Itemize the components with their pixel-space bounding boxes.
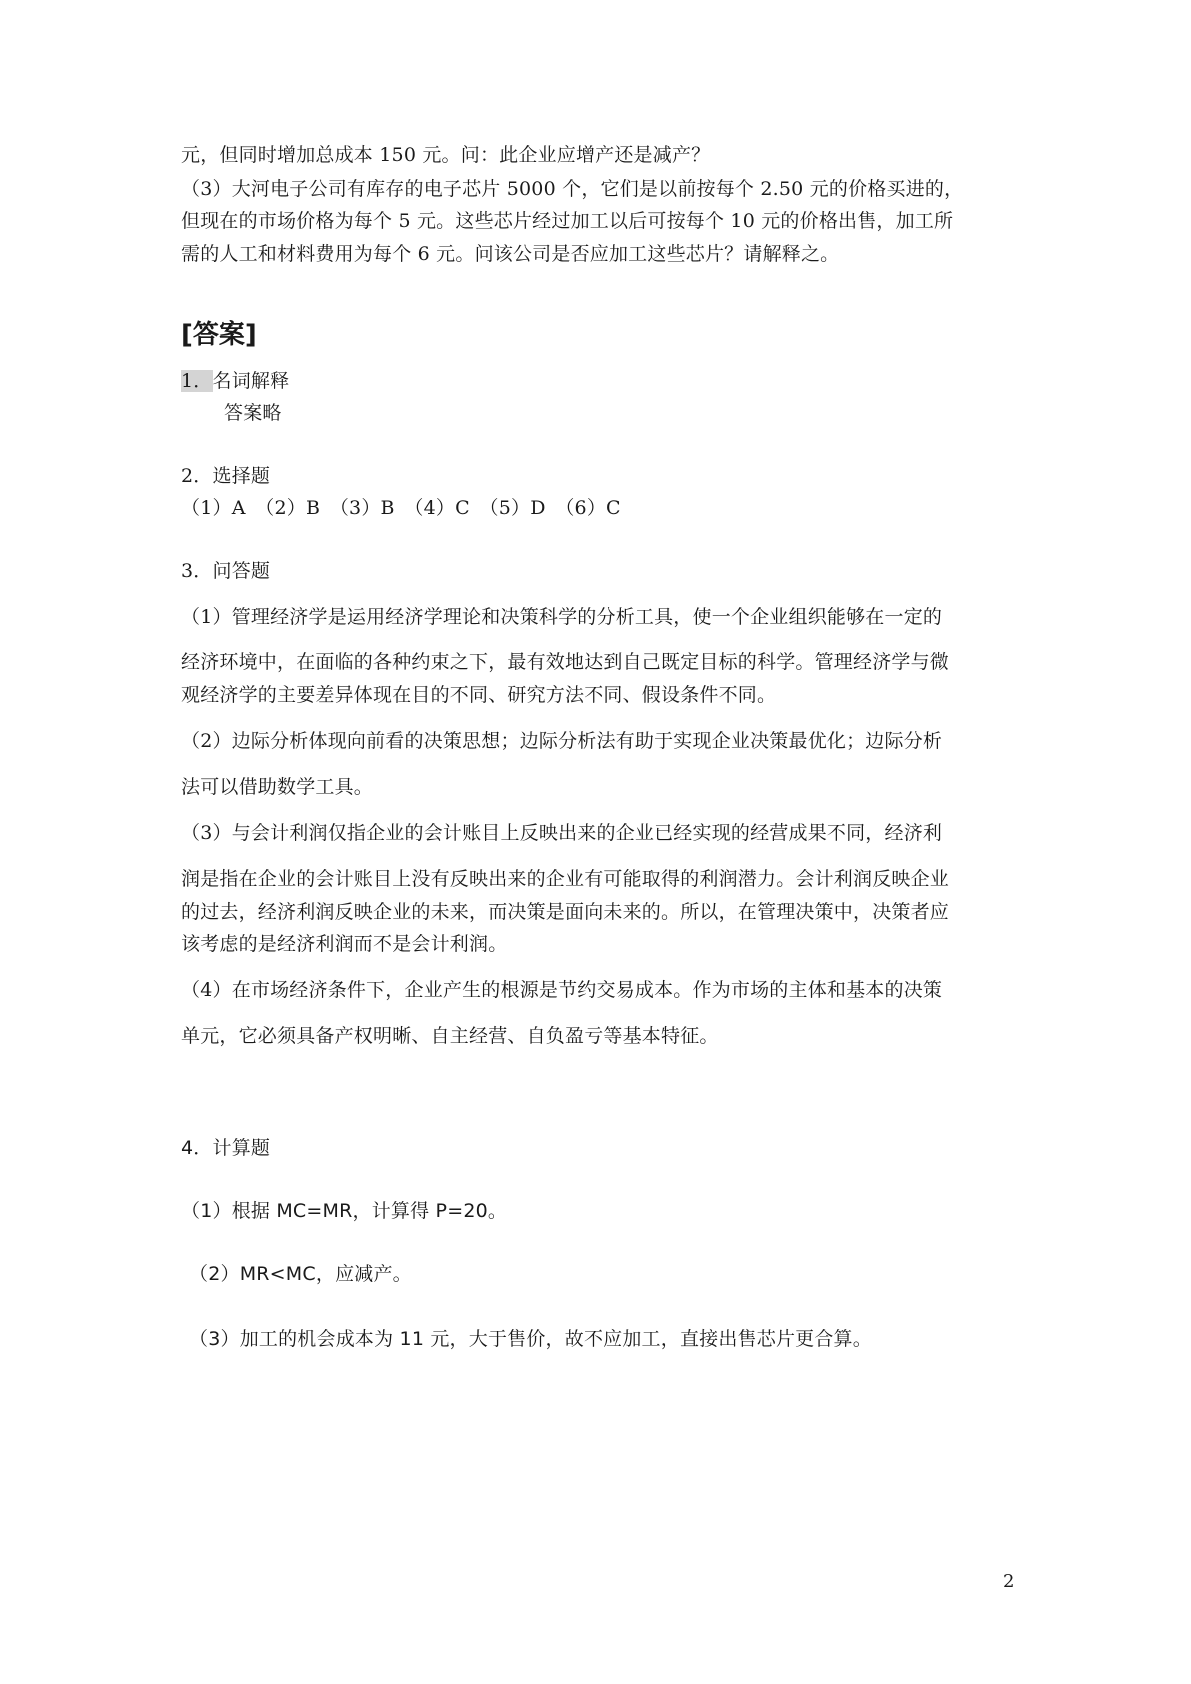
section-2-answers: （1）A （2）B （3）B （4）C （5）D （6）C — [181, 497, 621, 519]
answer-text-line: （3）与会计利润仅指企业的会计账目上反映出来的企业已经实现的经营成果不同，经济利 — [181, 822, 943, 844]
answer-text-line: 的过去，经济利润反映企业的未来，而决策是面向未来的。所以，在管理决策中，决策者应 — [181, 901, 950, 923]
section-1-title-text: 名词解释 — [212, 370, 290, 392]
answer-text-line: 润是指在企业的会计账目上没有反映出来的企业有可能取得的利润潜力。会计利润反映企业 — [181, 868, 950, 890]
question-text-line: 但现在的市场价格为每个 5 元。这些芯片经过加工以后可按每个 10 元的价格出售，加工所 — [181, 210, 954, 232]
question-text-line: 元，但同时增加总成本 150 元。问：此企业应增产还是减产？ — [181, 144, 711, 166]
answer-text-line: 该考虑的是经济利润而不是会计利润。 — [181, 933, 508, 955]
answer-text-line: 观经济学的主要差异体现在目的不同、研究方法不同、假设条件不同。 — [181, 684, 777, 706]
answer-text-line: （4）在市场经济条件下，企业产生的根源是节约交易成本。作为市场的主体和基本的决策 — [181, 979, 943, 1001]
answer-text-line: 法可以借助数学工具。 — [181, 776, 374, 798]
calc-answer-3: （3）加工的机会成本为 11 元，大于售价，故不应加工，直接出售芯片更合算。 — [189, 1328, 872, 1350]
page-number: 2 — [1003, 1571, 1015, 1592]
section-1-title — [181, 367, 289, 395]
answer-heading: [答案] — [181, 320, 257, 350]
calc-answer-2: （2）MR<MC，应减产。 — [189, 1263, 412, 1285]
section-3-title: 3．问答题 — [181, 560, 271, 582]
section-1-body: 答案略 — [224, 402, 282, 424]
section-2-title: 2．选择题 — [181, 465, 271, 487]
section-4-title: 4．计算题 — [181, 1137, 271, 1159]
section-1-number: 1． — [181, 370, 213, 392]
question-text-line: 需的人工和材料费用为每个 6 元。问该公司是否应加工这些芯片？请解释之。 — [181, 243, 840, 265]
answer-text-line: （1）管理经济学是运用经济学理论和决策科学的分析工具，使一个企业组织能够在一定的 — [181, 606, 943, 628]
answer-text-line: （2）边际分析体现向前看的决策思想；边际分析法有助于实现企业决策最优化；边际分析 — [181, 730, 943, 752]
answer-text-line: 经济环境中，在面临的各种约束之下，最有效地达到自己既定目标的科学。管理经济学与微 — [181, 651, 950, 673]
question-text-line: （3）大河电子公司有库存的电子芯片 5000 个，它们是以前按每个 2.50 元的价格买进的， — [181, 178, 964, 200]
calc-answer-1: （1）根据 MC=MR，计算得 P=20。 — [181, 1200, 508, 1222]
answer-text-line: 单元，它必须具备产权明晰、自主经营、自负盈亏等基本特征。 — [181, 1025, 719, 1047]
